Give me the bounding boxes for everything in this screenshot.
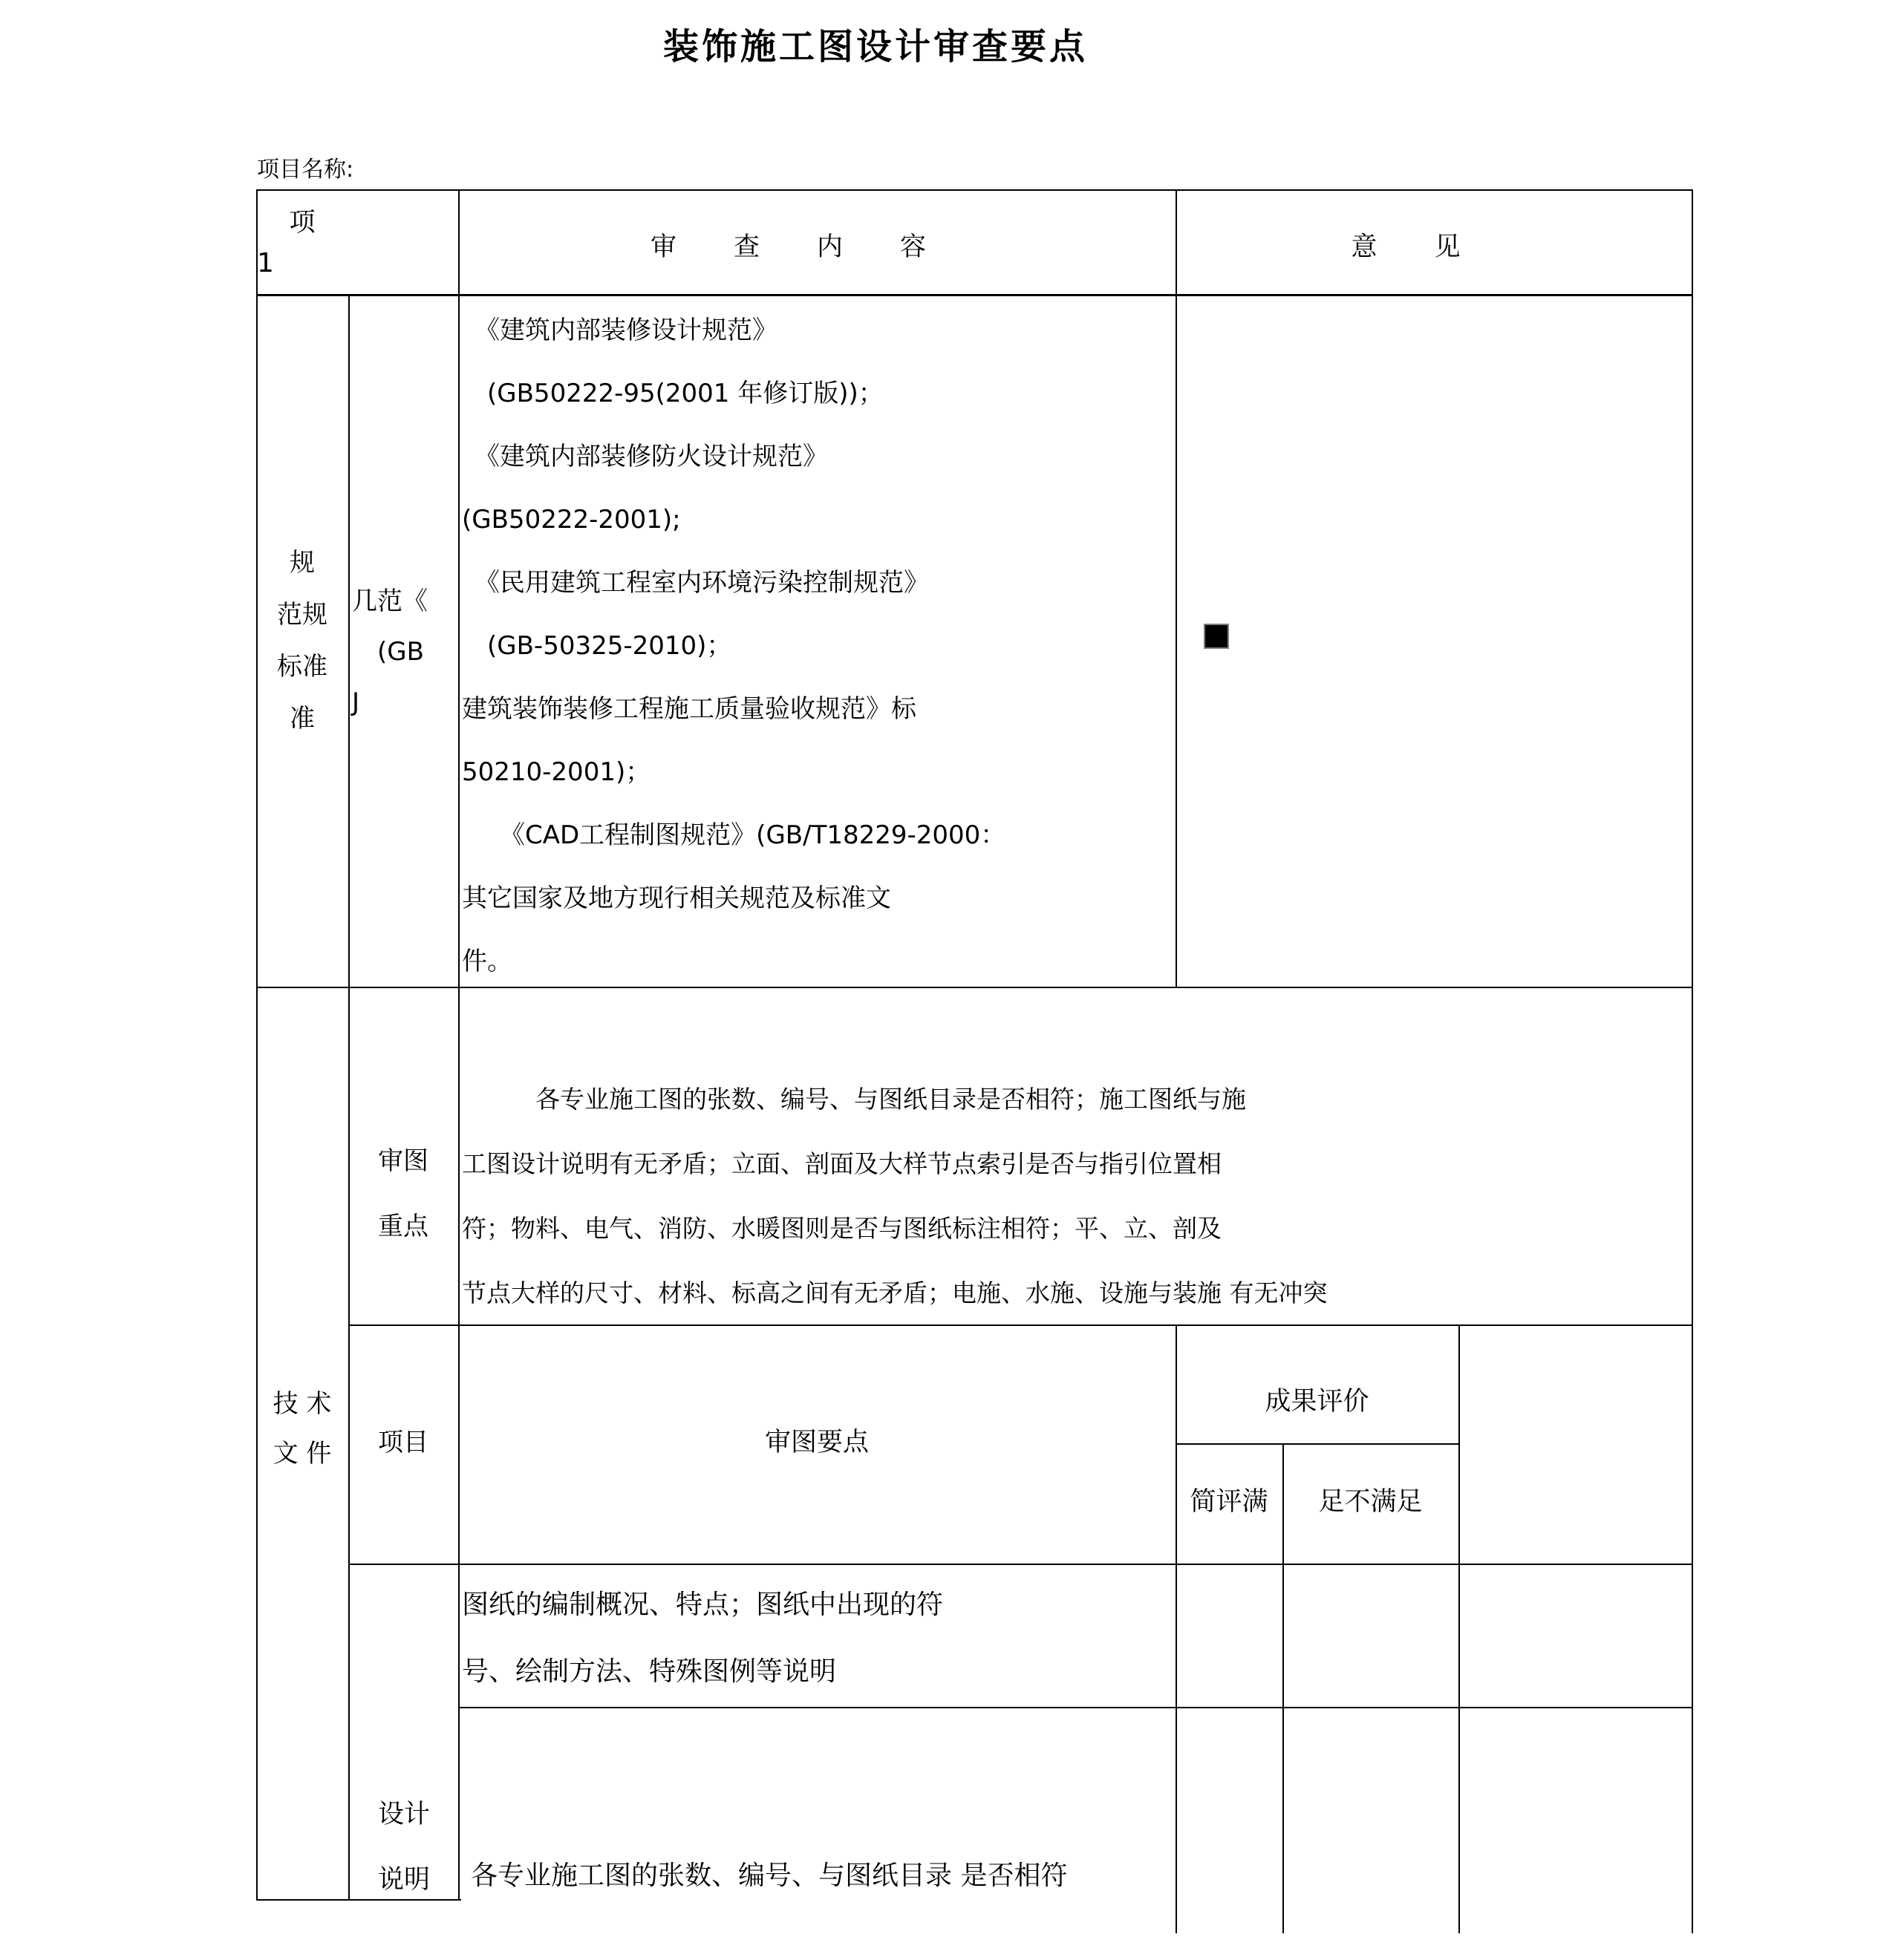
text-line: 审图 bbox=[378, 1146, 428, 1176]
evaluation-subcolumn-1-label: 简评满 bbox=[1190, 1487, 1268, 1517]
text-line: 各专业施工图的张数、编号、与图纸目录是否相符；施工图纸与施 bbox=[462, 1085, 1246, 1114]
text-line: 工图设计说明有无矛盾；立面、剖面及大样节点索引是否与指引位置相 bbox=[462, 1149, 1222, 1178]
text-line: 准 bbox=[290, 704, 315, 734]
text-line: 其它国家及地方现行相关规范及标准文 bbox=[462, 883, 891, 913]
design-notes-row2-text bbox=[471, 1855, 1067, 1892]
text-line: (GB-50325-2010)； bbox=[462, 631, 732, 661]
text-line: 节点大样的尺寸、材料、标高之间有无矛盾；电施、水施、设施与装施 有无冲突 bbox=[462, 1278, 1328, 1307]
evaluation-subcolumn-2-label: 足不满足 bbox=[1318, 1487, 1423, 1517]
col-divider-category-sub bbox=[348, 294, 350, 1901]
standards-category-label bbox=[256, 537, 348, 745]
text-line: 几范《 bbox=[352, 587, 428, 616]
text-line: 《CAD工程制图规范》(GB/T18229-2000： bbox=[462, 820, 1006, 850]
header-item-number: 1 bbox=[257, 248, 274, 278]
row-divider-header bbox=[256, 294, 1693, 296]
design-notes-row1-text bbox=[462, 1572, 943, 1705]
header-opinion-label: 意见 bbox=[1351, 232, 1518, 262]
table-border-top bbox=[256, 189, 1693, 191]
text-line: 号、绘制方法、特殊图例等说明 bbox=[462, 1656, 837, 1687]
review-points-column-label: 审图要点 bbox=[764, 1428, 869, 1457]
table-border-left bbox=[256, 189, 258, 1901]
text-line: (GB50222-95(2001 年修订版))； bbox=[462, 379, 884, 408]
table-border-right bbox=[1692, 189, 1693, 1933]
items-column-label: 项目 bbox=[378, 1428, 428, 1457]
text-line: 建筑装饰装修工程施工质量验收规范》标 bbox=[462, 694, 916, 724]
col-divider-content-opinion-top bbox=[1176, 189, 1177, 988]
text-line: 《民用建筑工程室内环境污染控制规范》 bbox=[462, 568, 929, 598]
text-line: 文 件 bbox=[273, 1439, 332, 1469]
standards-category-extra-label bbox=[352, 576, 428, 728]
project-name-label: 项目名称: bbox=[257, 157, 354, 183]
evaluation-header-label: 成果评价 bbox=[1265, 1387, 1369, 1417]
design-notes-label bbox=[348, 1782, 460, 1912]
document-title: 装饰施工图设计审查要点 bbox=[663, 26, 1089, 68]
text-line: (GB bbox=[352, 637, 424, 667]
text-line: 50210-2001)； bbox=[462, 757, 651, 787]
text-line: 规 bbox=[290, 548, 315, 578]
text-line: 符；物料、电气、消防、水暖图则是否与图纸标注相符；平、立、剖及 bbox=[462, 1214, 1222, 1243]
text-line: 件。 bbox=[462, 947, 512, 976]
row-divider-design-notes bbox=[458, 1707, 1693, 1708]
text-line: 标准 bbox=[277, 652, 327, 682]
text-line: 说明 bbox=[377, 1865, 430, 1895]
row-divider-items-header bbox=[348, 1564, 1693, 1565]
opinion-black-square-marker bbox=[1204, 624, 1229, 649]
text-line: 技 术 bbox=[273, 1389, 332, 1419]
review-focus-label bbox=[348, 1128, 458, 1259]
row-divider-evaluation-split bbox=[1176, 1443, 1460, 1445]
standards-content-text bbox=[462, 299, 1005, 993]
header-review-content-label: 审查内容 bbox=[650, 232, 983, 262]
text-line: 范规 bbox=[277, 600, 327, 630]
text-line: J bbox=[352, 687, 360, 717]
col-divider-label-content bbox=[458, 189, 460, 1901]
col-divider-evaluation-right bbox=[1458, 1324, 1460, 1933]
header-item-label: 项 bbox=[289, 208, 316, 238]
text-line: 设计 bbox=[377, 1800, 430, 1829]
review-focus-content-text bbox=[462, 1067, 1328, 1325]
technical-documents-section-label bbox=[256, 1379, 348, 1479]
text-line: (GB50222-2001); bbox=[462, 505, 681, 535]
text-line: 《建筑内部装修设计规范》 bbox=[462, 316, 777, 345]
text-line: 重点 bbox=[378, 1212, 428, 1241]
text-line: 各专业施工图的张数、编号、与图纸目录 是否相符 bbox=[471, 1861, 1068, 1891]
text-line: 图纸的编制概况、特点；图纸中出现的符 bbox=[462, 1590, 944, 1620]
text-line: 《建筑内部装修防火设计规范》 bbox=[462, 442, 828, 471]
